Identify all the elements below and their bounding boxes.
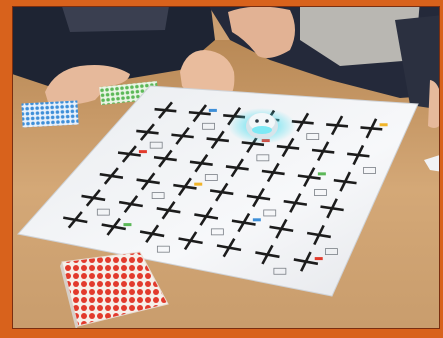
color-code-strip (380, 123, 388, 126)
robot (228, 108, 296, 144)
color-code-strip (209, 109, 217, 112)
color-code-strip (315, 257, 323, 260)
color-code-strip (194, 183, 202, 186)
color-code-strip (253, 218, 261, 221)
color-code-strip (139, 150, 147, 153)
blue-dot-card (21, 101, 78, 128)
color-code-strip (123, 223, 131, 226)
color-code-strip (318, 172, 326, 175)
